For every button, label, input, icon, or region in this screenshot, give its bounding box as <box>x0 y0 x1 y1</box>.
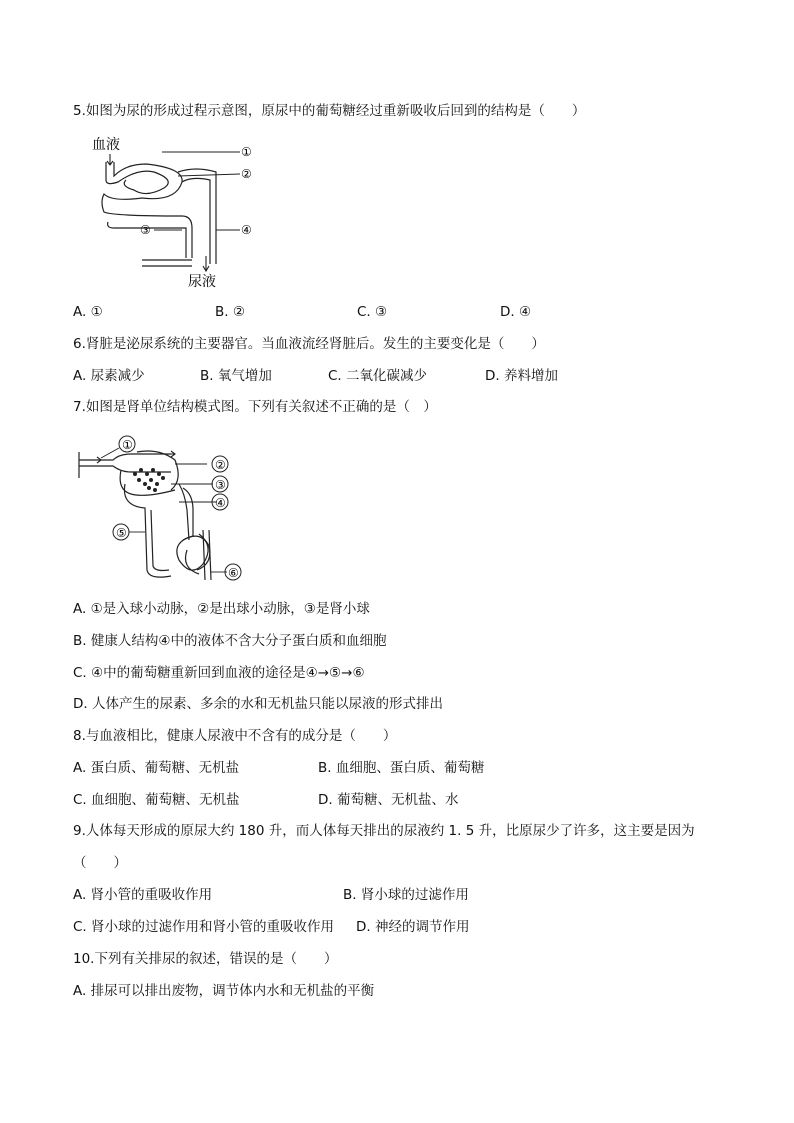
q5-label-blood: 血液 <box>92 137 120 153</box>
q9-stem: 9.人体每天形成的原尿大约 180 升，而人体每天排出的尿液约 1. 5 升，比原尿少了许多，这主要是因为 <box>73 823 695 839</box>
q9-stem-cont: （ ） <box>73 855 127 871</box>
q7-option-c[interactable]: C. ④中的葡萄糖重新回到血液的途径是④→⑤→⑥ <box>73 665 365 681</box>
q7-marker-6: ⑥ <box>228 566 239 580</box>
q5-option-a[interactable]: A. ① <box>73 304 103 320</box>
q5-marker-2: ② <box>241 167 252 181</box>
q7-marker-5: ⑤ <box>116 526 127 540</box>
q7-option-d[interactable]: D. 人体产生的尿素、多余的水和无机盐只能以尿液的形式排出 <box>73 696 443 712</box>
q8-stem: 8.与血液相比，健康人尿液中不含有的成分是（ ） <box>73 728 397 744</box>
q7-marker-4: ④ <box>215 496 226 510</box>
q7-marker-3: ③ <box>215 478 226 492</box>
q5-figure-urine-formation <box>82 132 282 292</box>
q7-marker-2: ② <box>215 458 226 472</box>
q7-stem: 7.如图是肾单位结构模式图。下列有关叙述不正确的是（ ） <box>73 399 437 415</box>
q10-stem: 10.下列有关排尿的叙述，错误的是（ ） <box>73 951 338 967</box>
q7-option-a[interactable]: A. ①是入球小动脉，②是出球小动脉，③是肾小球 <box>73 601 370 617</box>
q5-stem: 5.如图为尿的形成过程示意图，原尿中的葡萄糖经过重新吸收后回到的结构是（ ） <box>73 103 586 119</box>
q7-figure-nephron <box>75 430 255 590</box>
q6-stem: 6.肾脏是泌尿系统的主要器官。当血液流经肾脏后。发生的主要变化是（ ） <box>73 336 545 352</box>
q10-option-a[interactable]: A. 排尿可以排出废物，调节体内水和无机盐的平衡 <box>73 983 375 999</box>
q6-option-a[interactable]: A. 尿素减少 <box>73 368 145 384</box>
q8-option-b[interactable]: B. 血细胞、蛋白质、葡萄糖 <box>318 760 485 776</box>
q5-marker-4: ④ <box>241 223 252 237</box>
q8-option-d[interactable]: D. 葡萄糖、无机盐、水 <box>318 792 459 808</box>
q7-option-b[interactable]: B. 健康人结构④中的液体不含大分子蛋白质和血细胞 <box>73 633 387 649</box>
q9-option-a[interactable]: A. 肾小管的重吸收作用 <box>73 887 213 903</box>
q8-option-c[interactable]: C. 血细胞、葡萄糖、无机盐 <box>73 792 240 808</box>
q7-marker-1: ① <box>122 438 133 452</box>
q6-option-d[interactable]: D. 养料增加 <box>485 368 558 384</box>
q5-option-c[interactable]: C. ③ <box>357 304 388 320</box>
q5-marker-1: ① <box>241 145 252 159</box>
q9-option-d[interactable]: D. 神经的调节作用 <box>356 919 470 935</box>
q9-option-b[interactable]: B. 肾小球的过滤作用 <box>343 887 469 903</box>
q9-option-c[interactable]: C. 肾小球的过滤作用和肾小管的重吸收作用 <box>73 919 335 935</box>
q6-option-c[interactable]: C. 二氧化碳减少 <box>328 368 428 384</box>
q8-option-a[interactable]: A. 蛋白质、葡萄糖、无机盐 <box>73 760 240 776</box>
q5-option-b[interactable]: B. ② <box>215 304 245 320</box>
q5-option-d[interactable]: D. ④ <box>500 304 532 320</box>
q6-option-b[interactable]: B. 氧气增加 <box>200 368 272 384</box>
q5-label-urine: 尿液 <box>188 274 216 290</box>
q5-marker-3: ③ <box>140 223 151 237</box>
